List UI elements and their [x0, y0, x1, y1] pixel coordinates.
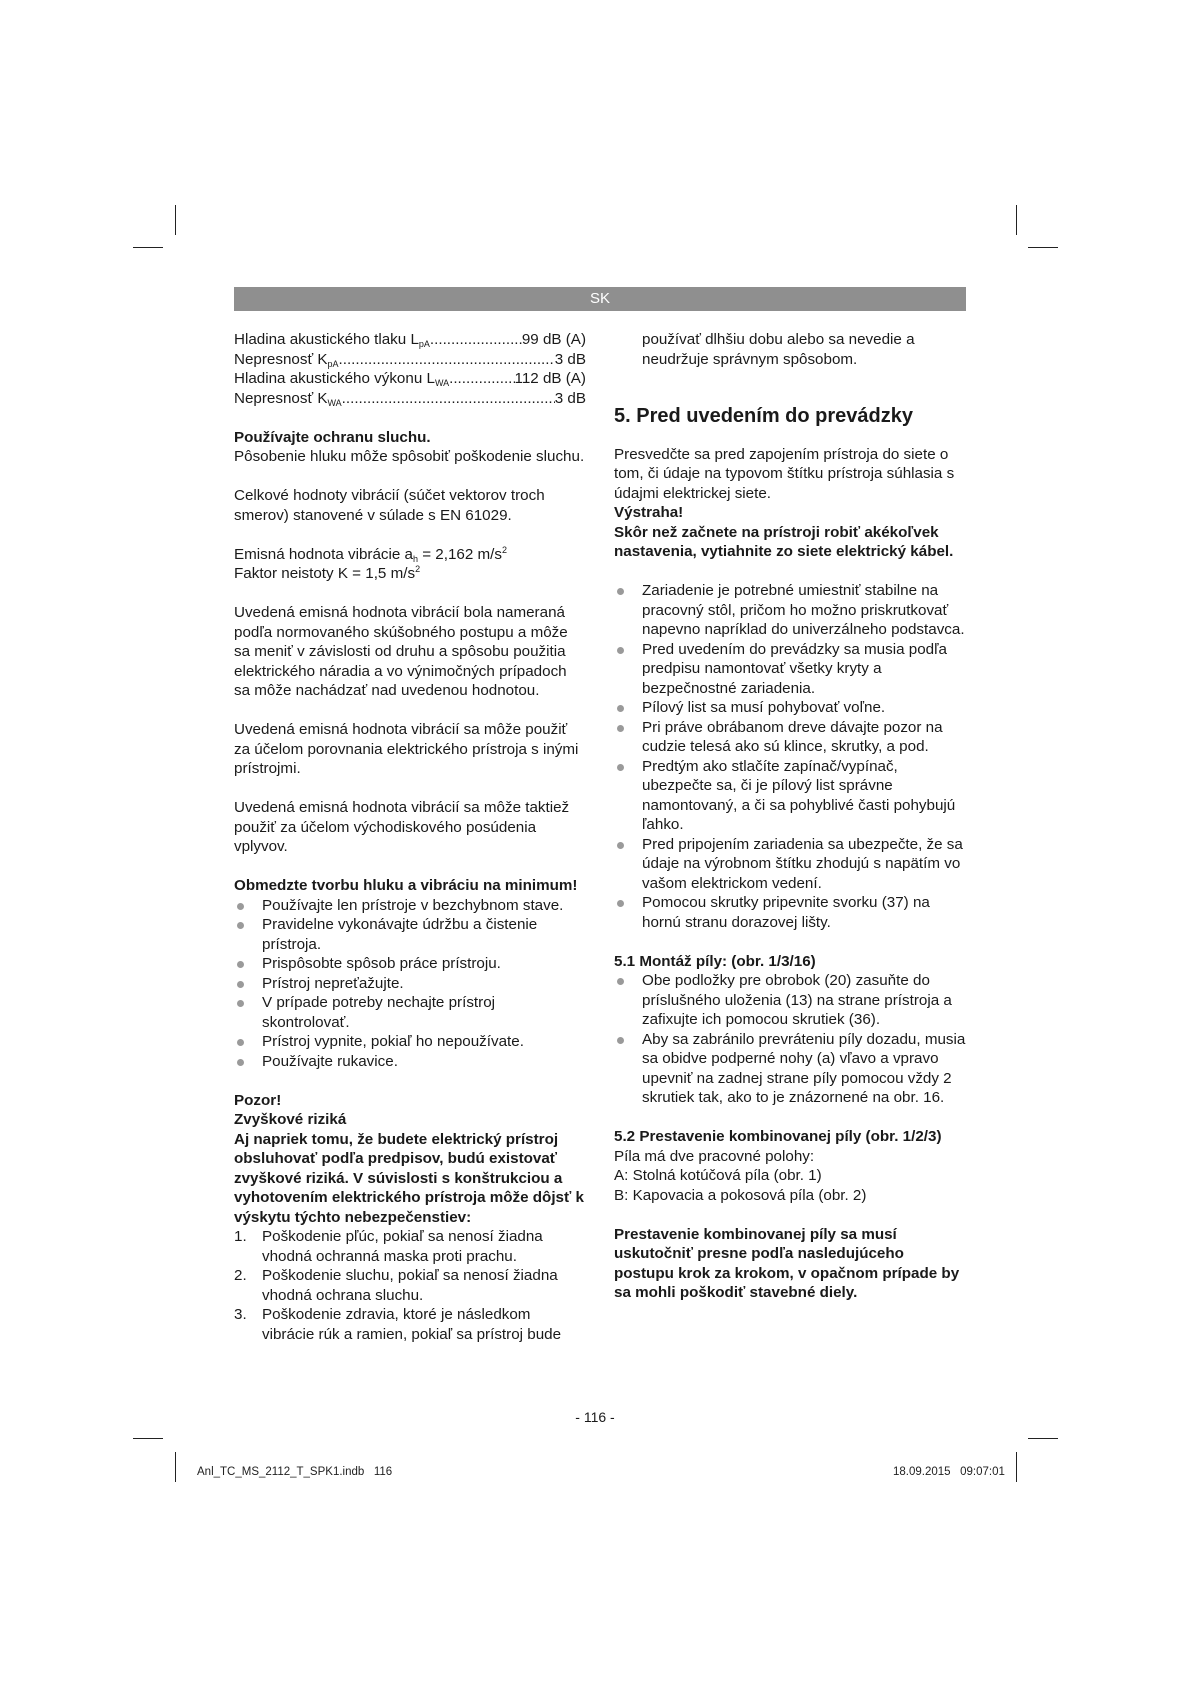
list-item: Pred uvedením do prevádzky sa musia podľa predpisu namontovať všetky kryty a bezpečnostné zariadenia. — [614, 640, 966, 699]
list-item: Pred pripojením zariadenia sa ubezpečte, že sa údaje na výrobnom štítku zhodujú s napätím vo vašom elektrickom vedení. — [614, 835, 966, 894]
list-item: Prispôsobte spôsob práce prístroju. — [234, 954, 586, 974]
crop-mark — [133, 1438, 163, 1439]
list-item: Pomocou skrutky pripevnite svorku (37) na hornú stranu dorazovej lišty. — [614, 893, 966, 932]
subsection-title: 5.2 Prestavenie kombinovanej píly (obr. 1/2/3) — [614, 1128, 942, 1145]
intro-text: Presvedčte sa pred zapojením prístroja do siete o tom, či údaje na typovom štítku prístroja súhlasia s údajmi elektrickej siete. — [614, 445, 955, 502]
vibration-paragraph: Uvedená emisná hodnota vibrácií sa môže taktiež použiť za účelom východiskového posúdenia vplyvov. — [234, 799, 570, 855]
crop-mark — [133, 247, 163, 248]
print-timestamp: 18.09.2015 09:07:01 — [893, 1466, 1005, 1478]
crop-mark — [175, 1452, 176, 1482]
left-column — [234, 330, 586, 1344]
list-item: 2. Poškodenie sluchu, pokiaľ sa nenosí žiadna vhodná ochrana sluchu. — [234, 1267, 558, 1304]
spec-leader — [342, 389, 555, 409]
vibration-paragraph: Uvedená emisná hodnota vibrácií bola nameraná podľa normovaného skúšobného postupu a môže sa meniť v závislosti od druhu a spôsobu použitia elektrického náradia a vo výnimočných prípadoch sa môže nachádzať nad uvedenou hodnotou. — [234, 604, 568, 699]
list-item: Predtým ako stlačíte zapínač/vypínač, ubezpečte sa, či je pílový list správne namontovaný, a či sa pohyblivé časti pohybujú ľahko. — [614, 757, 966, 835]
continuation-text: používať dlhšiu dobu alebo sa nevedie a neudržuje správnym spôsobom. — [642, 331, 915, 368]
list-item: Prístroj vypnite, pokiaľ ho nepoužívate. — [234, 1032, 586, 1052]
crop-mark — [175, 205, 176, 235]
risk-heading: Zvyškové riziká — [234, 1111, 347, 1128]
spec-label: Hladina akustického tlaku $L_{pA}$ — [234, 331, 430, 349]
crop-mark — [1028, 247, 1058, 248]
list-item: Prístroj nepreťažujte. — [234, 974, 586, 994]
list-item: Pravidelne vykonávajte údržbu a čistenie prístroja. — [234, 915, 586, 954]
spec-leader — [449, 369, 514, 389]
assembly-list — [614, 971, 966, 1108]
spec-leader — [339, 350, 555, 370]
crop-mark — [1028, 1438, 1058, 1439]
hearing-text: Pôsobenie hluku môže spôsobiť poškodenie sluchu. — [234, 448, 585, 465]
spec-label: Hladina akustického výkonu $L_{WA}$ — [234, 370, 450, 388]
spec-label: Nepresnosť $K_{pA}$ — [234, 350, 339, 369]
noise-specs — [234, 330, 586, 408]
list-item: Zariadenie je potrebné umiestniť stabilne na pracovný stôl, pričom ho možno priskrutkovať napevno napríklad do univerzálneho podstavca. — [614, 581, 966, 640]
language-header: SK — [234, 287, 966, 311]
emission-value-line: Emisná hodnota vibrácie $a_h = 2,162$ $m/s^2$ — [234, 544, 508, 564]
list-item: Aby sa zabránilo prevráteniu píly dozadu, musia sa obidve podperné nohy (a) vľavo a vpravo upevniť na zadnej strane píly pomocou vždy 2 skrutiek tak, ako to je znázornené na obr. 16. — [614, 1030, 966, 1108]
spec-value: 99 dB (A) — [521, 331, 586, 348]
preparation-list — [614, 581, 966, 932]
text-line: A: Stolná kotúčová píla (obr. 1) — [614, 1167, 822, 1184]
hearing-heading: Používajte ochranu sluchu. — [234, 428, 431, 446]
spec-value: 3 dB — [554, 389, 586, 407]
list-item: Používajte rukavice. — [234, 1052, 586, 1072]
spec-row — [234, 389, 586, 409]
caution-heading: Pozor! — [234, 1091, 282, 1109]
list-item: 3. Poškodenie zdravia, ktoré je následkom vibrácie rúk a ramien, pokiaľ sa prístroj bude — [234, 1306, 562, 1343]
text-line: B: Kapovacia a pokosová píla (obr. 2) — [614, 1186, 867, 1204]
warning-text: Skôr než začnete na prístroji robiť akékoľvek nastavenia, vytiahnite zo siete elektrický kábel. — [614, 523, 954, 560]
spec-row — [234, 330, 586, 350]
risk-list — [234, 1227, 586, 1344]
uncertainty-line: Faktor neistoty K = 1,5 $m/s^2$ — [234, 564, 421, 582]
risk-text: Aj napriek tomu, že budete elektrický prístroj obsluhovať podľa predpisov, budú existovať zvyškové riziká. V súvislosti s konštrukciou a vyhotovením elektrického prístroja môže dôjsť k výskytu týchto nebezpečenstiev: — [234, 1130, 584, 1226]
crop-mark — [1016, 1452, 1017, 1482]
list-item: Používajte len prístroje v bezchybnom stave. — [234, 896, 586, 916]
section-title: 5. Pred uvedením do prevádzky — [614, 404, 913, 427]
list-item: Pri práve obrábanom dreve dávajte pozor na cudzie telesá ako sú klince, skrutky, a pod. — [614, 718, 966, 757]
vibration-paragraph: Uvedená emisná hodnota vibrácií sa môže použiť za účelom porovnania elektrického prístroja s inými prístrojmi. — [234, 721, 579, 777]
spec-value: 112 dB (A) — [514, 370, 586, 387]
file-slug: Anl_TC_MS_2112_T_SPK1.indb 116 — [197, 1466, 393, 1478]
crop-mark — [1016, 205, 1017, 235]
text-line: Píla má dve pracovné polohy: — [614, 1147, 815, 1165]
list-item: Pílový list sa musí pohybovať voľne. — [614, 698, 966, 718]
right-column — [614, 330, 966, 1303]
list-item: Obe podložky pre obrobok (20) zasuňte do príslušného uloženia (13) na strane prístroja a zafixujte ich pomocou skrutiek (36). — [614, 971, 966, 1030]
spec-value: 3 dB — [554, 350, 586, 368]
spec-row — [234, 369, 586, 389]
adjustment-warning: Prestavenie kombinovanej píly sa musí uskutočniť presne podľa nasledujúceho postupu krok za krokom, v opačnom prípade by sa mohli poškodiť stavebné diely. — [614, 1225, 960, 1301]
limit-list — [234, 896, 586, 1072]
spec-label: Nepresnosť $K_{WA}$ — [234, 389, 342, 408]
spec-leader — [430, 330, 522, 350]
list-item: V prípade potreby nechajte prístroj skontrolovať. — [234, 993, 586, 1032]
spec-row — [234, 350, 586, 370]
subsection-title: 5.1 Montáž píly: (obr. 1/3/16) — [614, 952, 816, 970]
page-number: - 116 - — [575, 1409, 615, 1425]
warning-label: Výstraha! — [614, 504, 684, 521]
vibration-total-text: Celkové hodnoty vibrácií (súčet vektorov troch smerov) stanovené v súlade s EN 61029. — [234, 487, 545, 524]
limit-heading: Obmedzte tvorbu hluku a vibráciu na minimum! — [234, 877, 578, 894]
list-item: 1. Poškodenie pľúc, pokiaľ sa nenosí žiadna vhodná ochranná maska proti prachu. — [234, 1228, 543, 1265]
